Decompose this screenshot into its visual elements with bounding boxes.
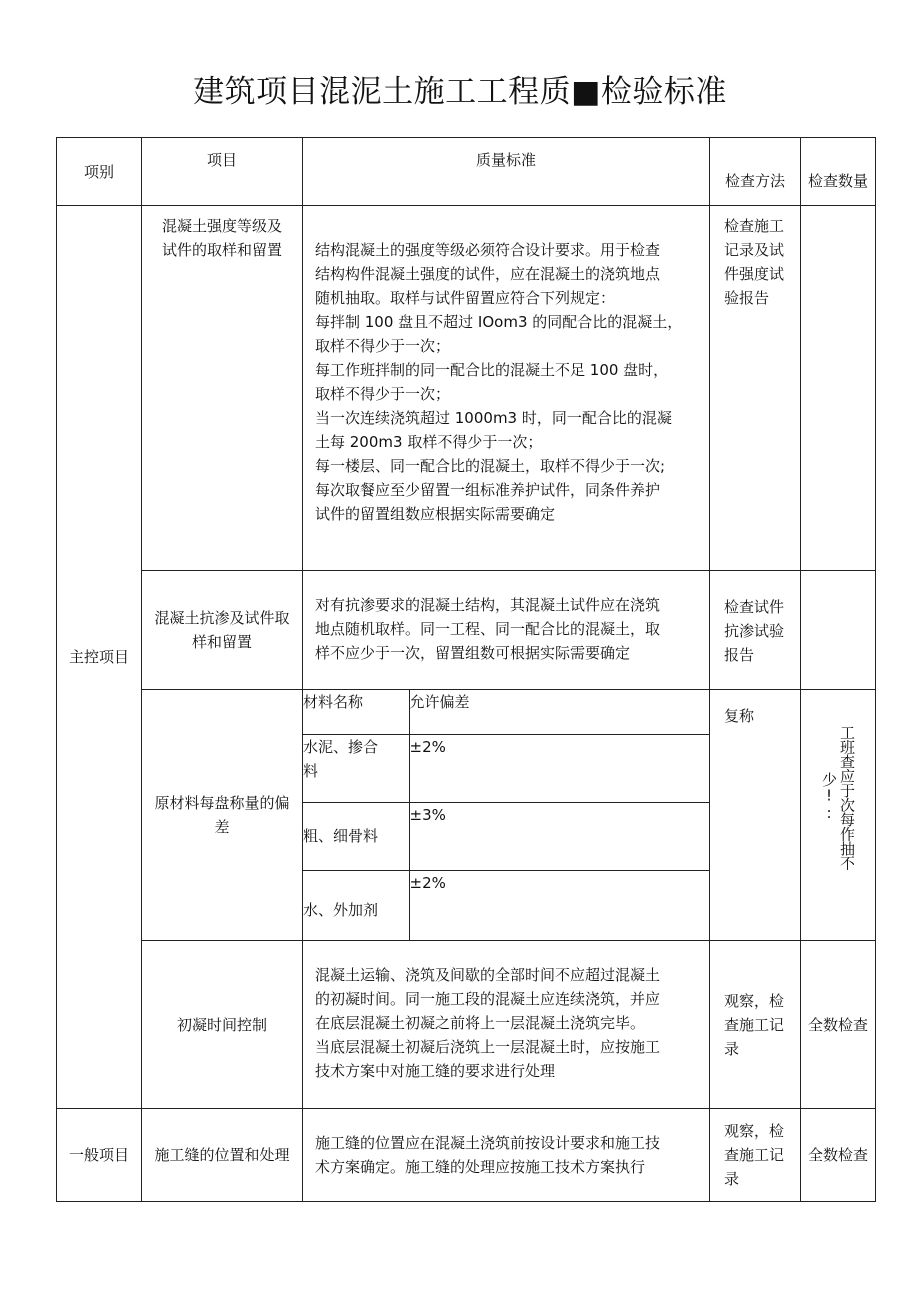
item-construction-joint: 施工缝的位置和处理 (142, 1109, 303, 1202)
table-row-construction-joint (57, 1109, 876, 1202)
item-strength: 混凝土强度等级及 试件的取样和留置 (142, 206, 303, 571)
header-standard: 质量标准 (303, 138, 710, 206)
quantity-setting-time: 全数检查 (801, 941, 876, 1109)
header-category: 项别 (57, 138, 142, 206)
method-impermeability: 检查试件 抗渗试验 报告 (710, 571, 801, 690)
header-quantity: 检查数量 (801, 138, 876, 206)
material-name: 水、外加剂 (303, 870, 409, 940)
table-row-strength (57, 206, 876, 571)
material-name: 粗、细骨料 (303, 802, 409, 870)
method-setting-time: 观察，检 查施工记 录 (710, 941, 801, 1109)
materials-deviation-cell (303, 690, 710, 941)
quantity-materials-vertical-text: 工班查应于次每作抽不少!: (820, 724, 856, 870)
material-name: 水泥、掺合 料 (303, 734, 409, 802)
category-main-control: 主控项目 (57, 206, 142, 1109)
standard-construction-joint: 施工缝的位置应在混凝土浇筑前按设计要求和施工技 术方案确定。施工缝的处理应按施工技术方案执行 (303, 1109, 710, 1202)
table-row-materials (57, 690, 876, 941)
material-deviation: ±2% (409, 870, 709, 940)
quantity-construction-joint: 全数检查 (801, 1109, 876, 1202)
table-row-impermeability (57, 571, 876, 690)
item-materials: 原材料每盘称量的偏 差 (142, 690, 303, 941)
materials-header-name: 材料名称 (303, 690, 409, 734)
material-deviation: ±3% (409, 802, 709, 870)
header-item: 项目 (142, 138, 303, 206)
table-row (303, 802, 709, 870)
materials-table-header (303, 690, 709, 734)
item-setting-time: 初凝时间控制 (142, 941, 303, 1109)
page-title: 建筑项目混泥土施工工程质■检验标准 (193, 74, 727, 110)
table-row (303, 734, 709, 802)
method-construction-joint: 观察，检 查施工记 录 (710, 1109, 801, 1202)
category-general: 一般项目 (57, 1109, 142, 1202)
materials-header-deviation: 允许偏差 (409, 690, 709, 734)
method-strength: 检查施工 记录及试 件强度试 验报告 (710, 206, 801, 571)
material-deviation: ±2% (409, 734, 709, 802)
standard-strength: 结构混凝土的强度等级必须符合设计要求。用于检查 结构构件混凝土强度的试件，应在混凝土的浇筑地点 随机抽取。取样与试件留置应符合下列规定： 每拌制 100 盘且不超过 IOom3 的同配合比的混凝土， 取样不得少于一次； 每工作班拌制的同一配合比的混凝土不足 100 盘时， 取样不得少于一次； 当一次连续浇筑超过 1000m3 时，同一配合比的混凝 土每 200m3 取样不得少于一次； 每一楼层、同一配合比的混凝土，取样不得少于一次; 每次取餐应至少留置一组标准养护试件，同条件养护 试件的留置组数应根据实际需要确定 (303, 206, 710, 571)
standard-impermeability: 对有抗渗要求的混凝土结构，其混凝土试件应在浇筑 地点随机取样。同一工程、同一配合比的混凝土，取 样不应少于一次，留置组数可根据实际需要确定 (303, 571, 710, 690)
quantity-materials (801, 690, 876, 941)
table-row-setting-time (57, 941, 876, 1109)
item-impermeability: 混凝土抗渗及试件取 样和留置 (142, 571, 303, 690)
quantity-strength (801, 206, 876, 571)
quantity-impermeability (801, 571, 876, 690)
inspection-standard-table (56, 137, 876, 1202)
method-materials: 复称 (710, 690, 801, 941)
header-row (57, 138, 876, 206)
standard-setting-time: 混凝土运输、浇筑及间歇的全部时间不应超过混凝土 的初凝时间。同一施工段的混凝土应连续浇筑，并应 在底层混凝土初凝之前将上一层混凝土浇筑完毕。 当底层混凝土初凝后浇筑上一层混凝土时，应按施工 技术方案中对施工缝的要求进行处理 (303, 941, 710, 1109)
header-method: 检查方法 (710, 138, 801, 206)
materials-deviation-table (303, 690, 709, 940)
table-row (303, 870, 709, 940)
